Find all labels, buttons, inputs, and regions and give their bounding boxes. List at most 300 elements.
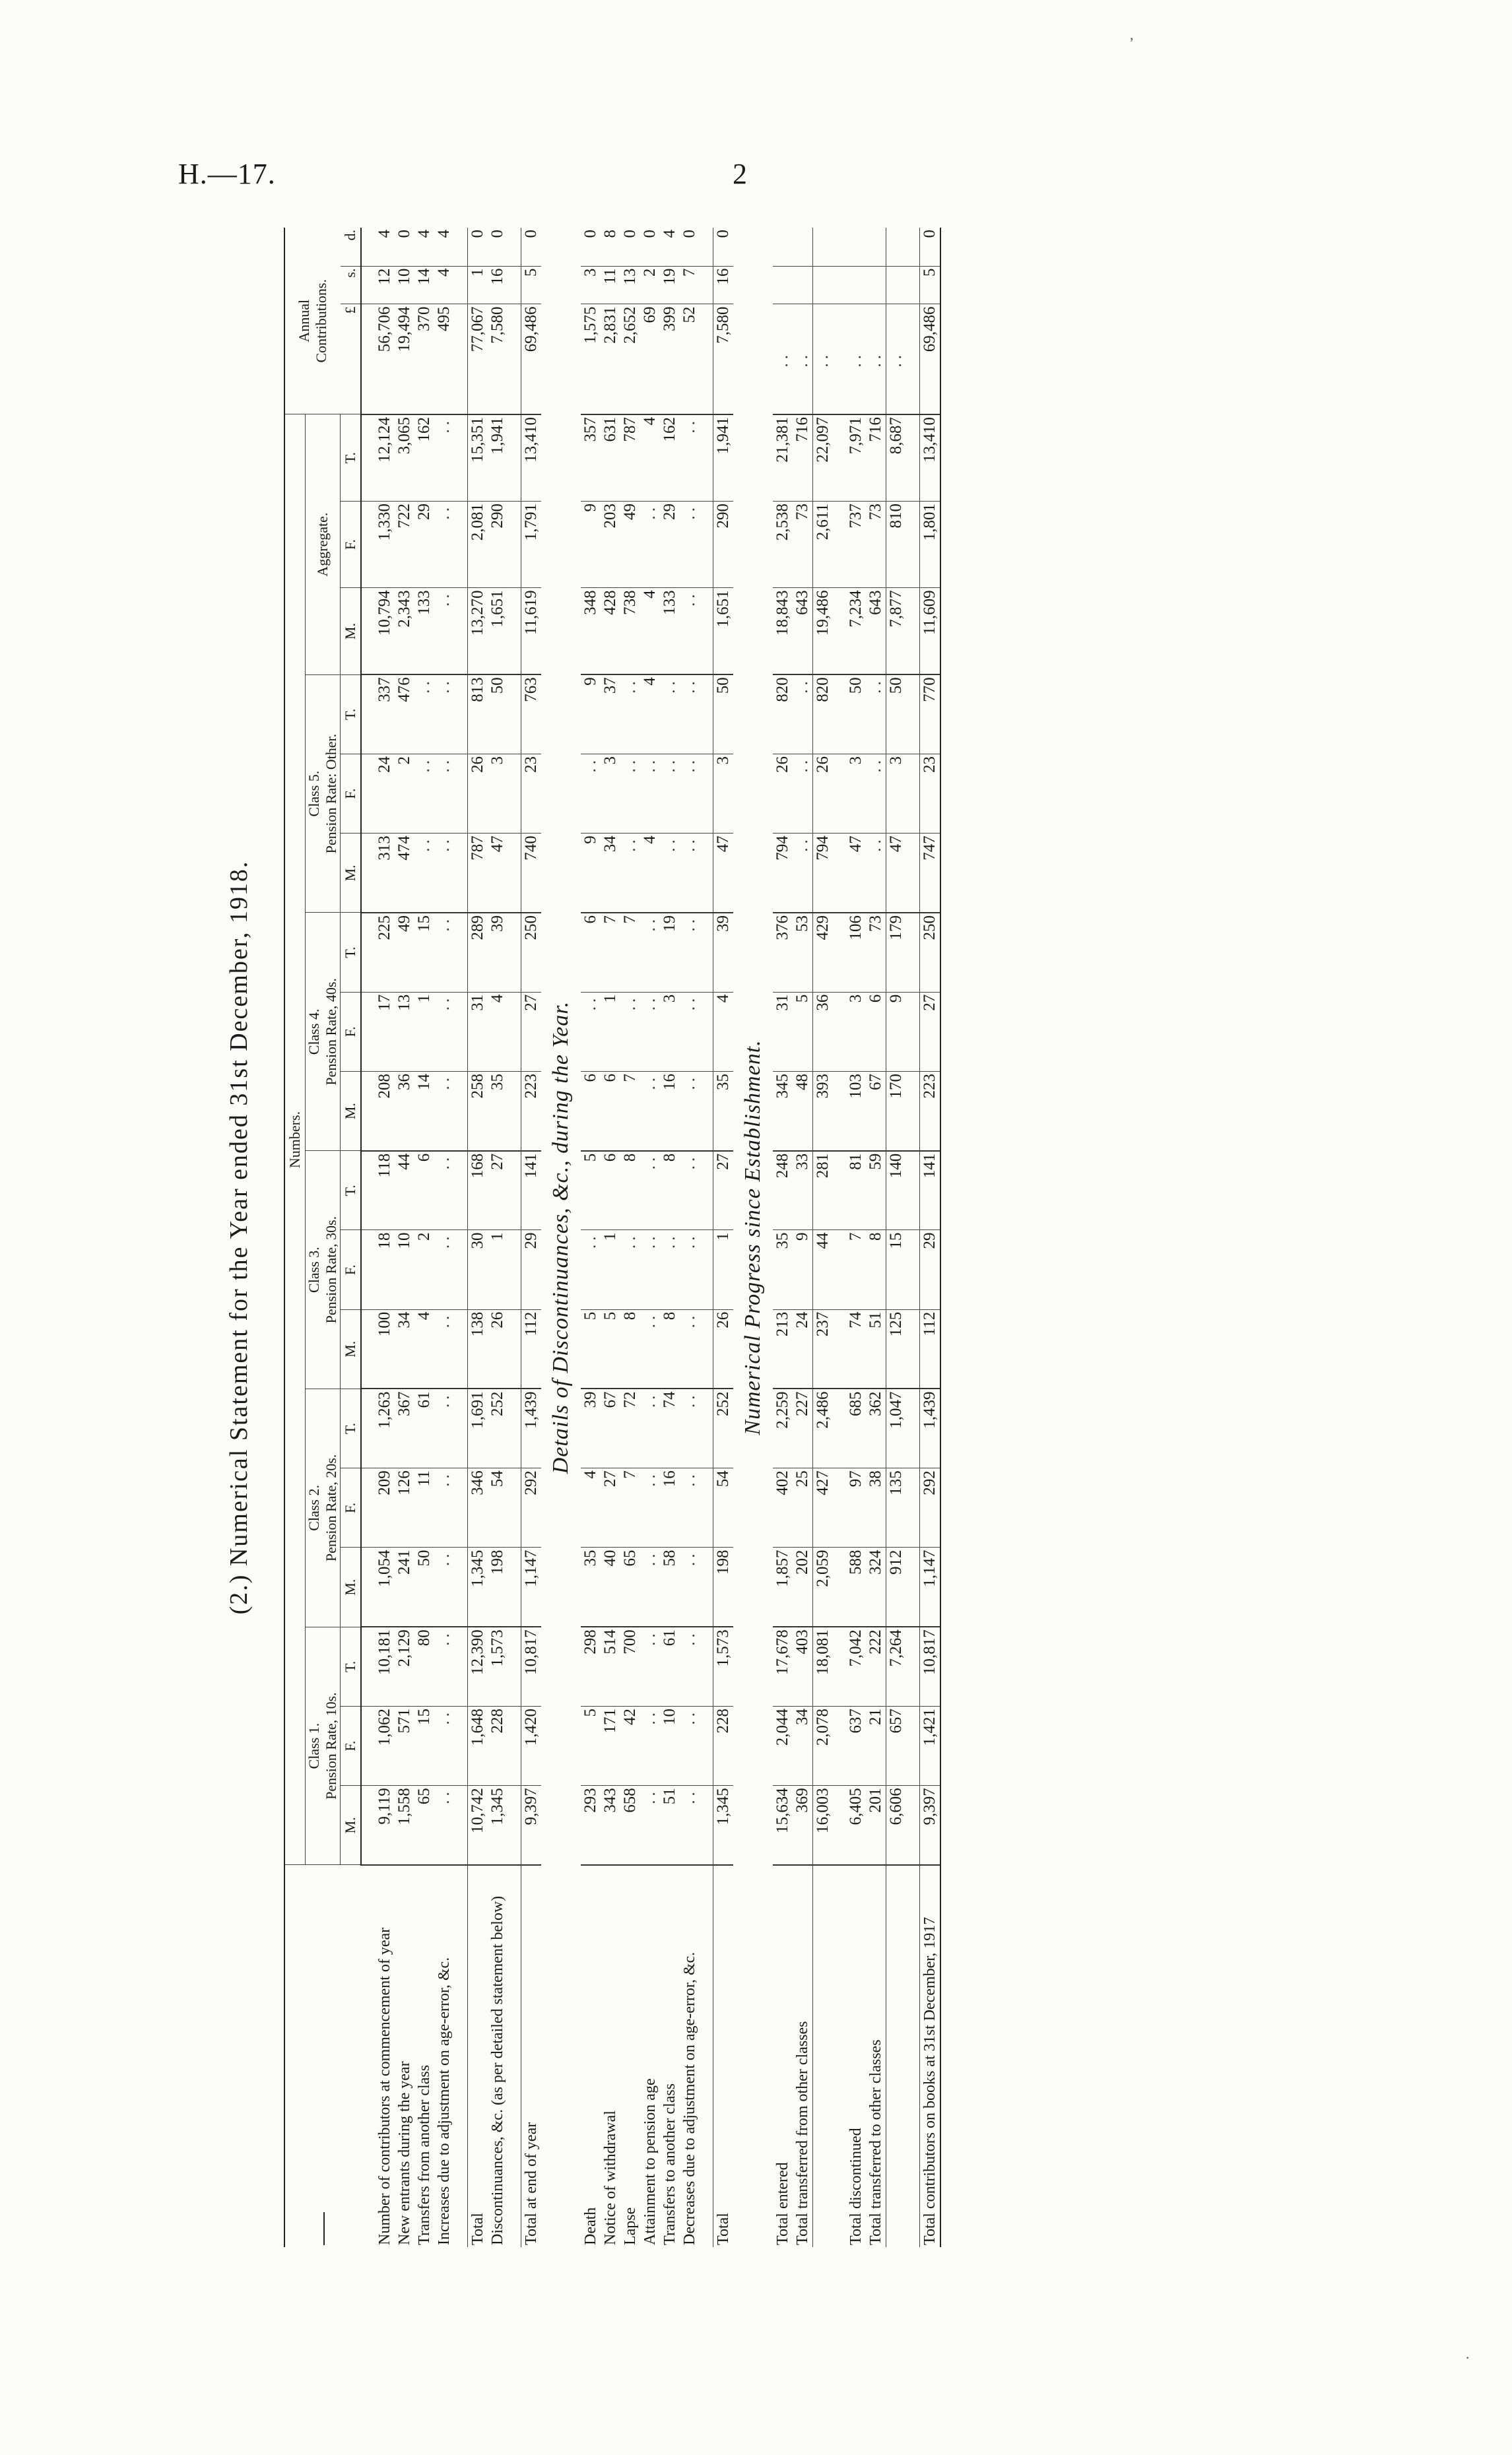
value-cell: .. — [680, 1071, 700, 1150]
contribution-cell: .. — [886, 304, 907, 414]
value-cell: 44 — [395, 1151, 414, 1230]
contribution-cell — [846, 266, 866, 304]
value-cell: 402 — [773, 1468, 793, 1548]
value-cell: 27 — [920, 992, 941, 1071]
value-cell: 141 — [521, 1151, 542, 1230]
value-cell: 5 — [581, 1706, 601, 1785]
value-cell: 3,065 — [395, 414, 414, 501]
value-cell: .. — [680, 501, 700, 587]
value-cell: 293 — [581, 1786, 601, 1865]
value-cell: 40 — [601, 1548, 620, 1627]
value-cell: 80 — [414, 1627, 434, 1706]
sub-header-m: M. — [341, 1071, 362, 1150]
contribution-cell — [813, 228, 834, 266]
value-cell: 7 — [620, 1071, 640, 1150]
value-cell: 1,651 — [713, 588, 734, 674]
value-cell: 637 — [846, 1706, 866, 1785]
value-cell: 369 — [793, 1786, 813, 1865]
dash-mark — [323, 2212, 325, 2245]
value-cell: 38 — [866, 1468, 886, 1548]
value-cell: 820 — [773, 674, 793, 754]
value-cell: .. — [640, 1786, 660, 1865]
value-cell: 1,558 — [395, 1786, 414, 1865]
value-cell: 474 — [395, 834, 414, 913]
table-row — [660, 228, 680, 2247]
value-cell: 223 — [521, 1071, 542, 1150]
value-cell: .. — [680, 1627, 700, 1706]
value-cell: 73 — [793, 501, 813, 587]
value-cell: 7 — [620, 913, 640, 992]
table-row — [866, 228, 886, 2247]
class-group-rate: Pension Rate, 30s. — [323, 1216, 339, 1324]
class-group-rate: Pension Rate, 10s. — [323, 1692, 339, 1800]
contribution-cell: .. — [773, 304, 793, 414]
row-label — [813, 1865, 834, 2247]
value-cell: 33 — [793, 1151, 813, 1230]
value-cell: 29 — [521, 1230, 542, 1309]
contribution-cell: 77,067 — [468, 304, 488, 414]
row-label: Total transferred to other classes — [867, 2039, 884, 2245]
page-reference: H.—17. — [178, 158, 276, 190]
value-cell: .. — [640, 1071, 660, 1150]
contribution-cell: 69,486 — [521, 304, 542, 414]
value-cell: 106 — [846, 913, 866, 992]
value-cell: 1,648 — [468, 1706, 488, 1785]
sub-header-f: F. — [341, 501, 362, 587]
value-cell: 4 — [581, 1468, 601, 1548]
contribution-cell: 3 — [581, 266, 601, 304]
value-cell: 2,081 — [468, 501, 488, 587]
class-group-rate: Pension Rate, 20s. — [323, 1454, 339, 1562]
contribution-cell: 2,652 — [620, 304, 640, 414]
money-unit-d: d. — [341, 228, 362, 266]
contribution-cell: 69 — [640, 304, 660, 414]
value-cell: 15 — [414, 913, 434, 992]
value-cell: .. — [434, 1786, 454, 1865]
value-cell: .. — [414, 674, 434, 754]
value-cell: 324 — [866, 1548, 886, 1627]
sub-header-f: F. — [341, 1706, 362, 1785]
value-cell: 4 — [713, 992, 734, 1071]
value-cell: .. — [680, 913, 700, 992]
value-cell: .. — [866, 834, 886, 913]
value-cell: 8 — [620, 1309, 640, 1389]
contribution-cell: 0 — [680, 228, 700, 266]
value-cell: .. — [793, 834, 813, 913]
value-cell: 39 — [581, 1389, 601, 1468]
value-cell: 716 — [866, 414, 886, 501]
value-cell: 54 — [488, 1468, 508, 1548]
value-cell: 514 — [601, 1627, 620, 1706]
value-cell: .. — [620, 754, 640, 833]
value-cell: 4 — [414, 1309, 434, 1389]
value-cell: .. — [640, 992, 660, 1071]
table-row — [680, 228, 700, 2247]
value-cell: 289 — [468, 913, 488, 992]
contribution-cell — [773, 266, 793, 304]
value-cell: 21,381 — [773, 414, 793, 501]
value-cell: 2,343 — [395, 588, 414, 674]
row-label: Total contributors on books at 31st December, 1917 — [920, 1865, 941, 2247]
value-cell: 16 — [660, 1071, 680, 1150]
value-cell: 15 — [886, 1230, 907, 1309]
value-cell: .. — [793, 674, 813, 754]
value-cell: 26 — [713, 1309, 734, 1389]
value-cell: .. — [434, 992, 454, 1071]
value-cell: 6 — [414, 1151, 434, 1230]
value-cell: 4 — [640, 674, 660, 754]
value-cell: 1,941 — [488, 414, 508, 501]
contribution-cell: .. — [846, 304, 866, 414]
value-cell: 22,097 — [813, 414, 834, 501]
value-cell: 10,794 — [375, 588, 395, 674]
value-cell: 258 — [468, 1071, 488, 1150]
class-group-header — [306, 913, 341, 1151]
value-cell: 794 — [773, 834, 793, 913]
value-cell: 7 — [846, 1230, 866, 1309]
class-group-rate: Pension Rate, 40s. — [323, 978, 339, 1086]
money-unit-s: s. — [341, 266, 362, 304]
value-cell: 50 — [886, 674, 907, 754]
class-group-header — [306, 1389, 341, 1627]
value-cell: 222 — [866, 1627, 886, 1706]
value-cell: .. — [680, 1389, 700, 1468]
value-cell: 6,405 — [846, 1786, 866, 1865]
class-group-title: Class 5. — [306, 770, 322, 817]
value-cell: 112 — [920, 1309, 941, 1389]
value-cell: 162 — [414, 414, 434, 501]
value-cell: 198 — [488, 1548, 508, 1627]
contribution-cell: .. — [813, 304, 834, 414]
value-cell: .. — [620, 992, 640, 1071]
contribution-cell: 13 — [620, 266, 640, 304]
row-label: Death — [582, 2207, 599, 2245]
value-cell: 67 — [601, 1389, 620, 1468]
value-cell: 100 — [375, 1309, 395, 1389]
contribution-cell — [793, 228, 813, 266]
table-row — [813, 228, 834, 2247]
value-cell: .. — [640, 913, 660, 992]
value-cell: .. — [680, 1786, 700, 1865]
value-cell: 252 — [713, 1389, 734, 1468]
value-cell: 313 — [375, 834, 395, 913]
value-cell: 6 — [866, 992, 886, 1071]
value-cell: 7,264 — [886, 1627, 907, 1706]
value-cell: 47 — [846, 834, 866, 913]
contribution-cell: 0 — [620, 228, 640, 266]
value-cell: 657 — [886, 1706, 907, 1785]
value-cell: 6 — [601, 1071, 620, 1150]
value-cell: 168 — [468, 1151, 488, 1230]
sub-header-f: F. — [341, 1230, 362, 1309]
value-cell: 30 — [468, 1230, 488, 1309]
table-row — [521, 228, 542, 2247]
value-cell: 1,651 — [488, 588, 508, 674]
contribution-cell: 0 — [713, 228, 734, 266]
value-cell: 17,678 — [773, 1627, 793, 1706]
value-cell: 228 — [713, 1706, 734, 1785]
value-cell: .. — [581, 1230, 601, 1309]
value-cell: 722 — [395, 501, 414, 587]
class-group-title: Class 2. — [306, 1485, 322, 1531]
value-cell: 367 — [395, 1389, 414, 1468]
row-label: Decreases due to adjustment on age-error, &c. — [681, 1951, 698, 2245]
value-cell: 1,147 — [521, 1548, 542, 1627]
value-cell: 912 — [886, 1548, 907, 1627]
value-cell: 225 — [375, 913, 395, 992]
value-cell: 1,330 — [375, 501, 395, 587]
table-row — [375, 228, 395, 2247]
contribution-cell: 11 — [601, 266, 620, 304]
value-cell: 227 — [793, 1389, 813, 1468]
value-cell: 170 — [886, 1071, 907, 1150]
sub-header-f: F. — [341, 1468, 362, 1548]
value-cell: 1 — [601, 1230, 620, 1309]
contribution-cell: 0 — [521, 228, 542, 266]
value-cell: 7,234 — [846, 588, 866, 674]
value-cell: 179 — [886, 913, 907, 992]
sub-header-t: T. — [341, 1151, 362, 1230]
sub-header-m: M. — [341, 834, 362, 913]
value-cell: 74 — [846, 1309, 866, 1389]
sub-header-t: T. — [341, 1627, 362, 1706]
value-cell: 281 — [813, 1151, 834, 1230]
value-cell: 3 — [713, 754, 734, 833]
value-cell: 135 — [886, 1468, 907, 1548]
value-cell: 1,345 — [713, 1786, 734, 1865]
table-row — [414, 228, 434, 2247]
value-cell: 6 — [581, 913, 601, 992]
value-cell: 1 — [601, 992, 620, 1071]
value-cell: .. — [640, 1151, 660, 1230]
value-cell: .. — [680, 834, 700, 913]
value-cell: 7,877 — [886, 588, 907, 674]
value-cell: 228 — [488, 1706, 508, 1785]
row-label: Total transferred from other classes — [794, 2021, 811, 2245]
contribution-cell — [886, 266, 907, 304]
value-cell: .. — [640, 1389, 660, 1468]
value-cell: .. — [414, 754, 434, 833]
value-cell: 1,941 — [713, 414, 734, 501]
class-group-title: Class 3. — [306, 1247, 322, 1293]
value-cell: .. — [640, 1468, 660, 1548]
value-cell: .. — [434, 913, 454, 992]
speck-mark: , — [1130, 26, 1134, 43]
value-cell: .. — [660, 1230, 680, 1309]
value-cell: 27 — [713, 1151, 734, 1230]
value-cell: 72 — [620, 1389, 640, 1468]
contribution-cell — [886, 228, 907, 266]
contribution-cell: 56,706 — [375, 304, 395, 414]
row-label: Total — [468, 1865, 488, 2247]
value-cell: 2,538 — [773, 501, 793, 587]
value-cell: .. — [434, 674, 454, 754]
value-cell: 348 — [581, 588, 601, 674]
value-cell: 3 — [886, 754, 907, 833]
value-cell: 4 — [488, 992, 508, 1071]
value-cell: .. — [660, 754, 680, 833]
value-cell: 6,606 — [886, 1786, 907, 1865]
contribution-cell: .. — [793, 304, 813, 414]
table-row — [713, 228, 734, 2247]
contribution-cell: 8 — [601, 228, 620, 266]
value-cell: 26 — [488, 1309, 508, 1389]
value-cell: 5 — [793, 992, 813, 1071]
value-cell: 5 — [581, 1151, 601, 1230]
value-cell: 48 — [793, 1071, 813, 1150]
value-cell: .. — [434, 834, 454, 913]
row-label — [886, 1865, 907, 2247]
value-cell: .. — [640, 1230, 660, 1309]
value-cell: 74 — [660, 1389, 680, 1468]
value-cell: 10,817 — [920, 1627, 941, 1706]
value-cell: 737 — [846, 501, 866, 587]
statement-title: (2.) Numerical Statement for the Year ended 31st December, 1918. — [225, 860, 253, 1615]
value-cell: 49 — [620, 501, 640, 587]
value-cell: .. — [620, 834, 640, 913]
contribution-cell: 5 — [521, 266, 542, 304]
value-cell: 58 — [660, 1548, 680, 1627]
value-cell: 140 — [886, 1151, 907, 1230]
contribution-cell — [813, 266, 834, 304]
value-cell: 34 — [395, 1309, 414, 1389]
value-cell: 1,439 — [521, 1389, 542, 1468]
contribution-cell — [773, 228, 793, 266]
value-cell: .. — [680, 1706, 700, 1785]
value-cell: 24 — [375, 754, 395, 833]
contribution-cell: 4 — [434, 266, 454, 304]
value-cell: 700 — [620, 1627, 640, 1706]
value-cell: 208 — [375, 1071, 395, 1150]
class-group-header — [306, 1151, 341, 1389]
value-cell: .. — [680, 1151, 700, 1230]
value-cell: 810 — [886, 501, 907, 587]
value-cell: 345 — [773, 1071, 793, 1150]
contribution-cell: .. — [866, 304, 886, 414]
value-cell: 35 — [488, 1071, 508, 1150]
sub-header-m: M. — [341, 1309, 362, 1389]
contribution-cell: 16 — [488, 266, 508, 304]
value-cell: 343 — [601, 1786, 620, 1865]
value-cell: .. — [620, 1230, 640, 1309]
value-cell: .. — [434, 1468, 454, 1548]
value-cell: .. — [866, 754, 886, 833]
value-cell: 747 — [920, 834, 941, 913]
contribution-cell: 4 — [414, 228, 434, 266]
value-cell: .. — [680, 414, 700, 501]
rotated-statement — [224, 228, 1360, 2247]
table-row — [773, 228, 793, 2247]
value-cell: 26 — [813, 754, 834, 833]
blank-header-cell — [284, 1865, 361, 2247]
value-cell: 47 — [886, 834, 907, 913]
value-cell: 1,263 — [375, 1389, 395, 1468]
value-cell: 237 — [813, 1309, 834, 1389]
value-cell: 35 — [581, 1548, 601, 1627]
value-cell: 429 — [813, 913, 834, 992]
contribution-cell: 7,580 — [488, 304, 508, 414]
sub-header-t: T. — [341, 414, 362, 501]
value-cell: 5 — [581, 1309, 601, 1389]
contribution-cell: 0 — [395, 228, 414, 266]
value-cell: 14 — [414, 1071, 434, 1150]
value-cell: 141 — [920, 1151, 941, 1230]
value-cell: 9 — [581, 501, 601, 587]
contribution-cell: 495 — [434, 304, 454, 414]
numbers-group-header: Numbers. — [284, 414, 306, 1865]
value-cell: 18 — [375, 1230, 395, 1309]
value-cell: 1,147 — [920, 1548, 941, 1627]
value-cell: 36 — [813, 992, 834, 1071]
contribution-cell: 14 — [414, 266, 434, 304]
table-row — [488, 228, 508, 2247]
contribution-cell: 0 — [920, 228, 941, 266]
row-label: Total — [713, 1865, 734, 2247]
value-cell: 201 — [866, 1786, 886, 1865]
value-cell: 97 — [846, 1468, 866, 1548]
value-cell: 1,345 — [488, 1786, 508, 1865]
value-cell: .. — [640, 501, 660, 587]
value-cell: 138 — [468, 1309, 488, 1389]
numerical-statement-table — [284, 228, 941, 2247]
value-cell: 15,634 — [773, 1786, 793, 1865]
value-cell: 209 — [375, 1468, 395, 1548]
value-cell: 658 — [620, 1786, 640, 1865]
value-cell: 19,486 — [813, 588, 834, 674]
value-cell: 8 — [660, 1309, 680, 1389]
value-cell: 27 — [601, 1468, 620, 1548]
value-cell: .. — [434, 1389, 454, 1468]
value-cell: 213 — [773, 1309, 793, 1389]
value-cell: 19 — [660, 913, 680, 992]
table-row — [793, 228, 813, 2247]
value-cell: 1,691 — [468, 1389, 488, 1468]
value-cell: 10,742 — [468, 1786, 488, 1865]
row-label: Number of contributors at commencement of year — [376, 1927, 393, 2245]
value-cell: 1,573 — [488, 1627, 508, 1706]
value-cell: 298 — [581, 1627, 601, 1706]
value-cell: 27 — [521, 992, 542, 1071]
value-cell: 376 — [773, 913, 793, 992]
value-cell: 54 — [713, 1468, 734, 1548]
value-cell: 24 — [793, 1309, 813, 1389]
value-cell: .. — [434, 1627, 454, 1706]
value-cell: .. — [640, 1309, 660, 1389]
contribution-cell — [866, 266, 886, 304]
value-cell: .. — [434, 754, 454, 833]
value-cell: .. — [680, 1309, 700, 1389]
value-cell: 292 — [920, 1468, 941, 1548]
value-cell: 8 — [620, 1151, 640, 1230]
value-cell: 250 — [521, 913, 542, 992]
sub-header-f: F. — [341, 992, 362, 1071]
contribution-cell: 19 — [660, 266, 680, 304]
value-cell: 427 — [813, 1468, 834, 1548]
speck-mark: · — [1465, 2349, 1470, 2366]
value-cell: 763 — [521, 674, 542, 754]
value-cell: 26 — [468, 754, 488, 833]
row-label: Total discontinued — [847, 2128, 865, 2245]
value-cell: 10 — [660, 1706, 680, 1785]
value-cell: 61 — [660, 1627, 680, 1706]
value-cell: 15,351 — [468, 414, 488, 501]
money-unit-l: £ — [341, 304, 362, 414]
contribution-cell: 5 — [920, 266, 941, 304]
value-cell: .. — [680, 674, 700, 754]
value-cell: 9 — [581, 834, 601, 913]
value-cell: .. — [434, 1309, 454, 1389]
value-cell: 13,410 — [521, 414, 542, 501]
